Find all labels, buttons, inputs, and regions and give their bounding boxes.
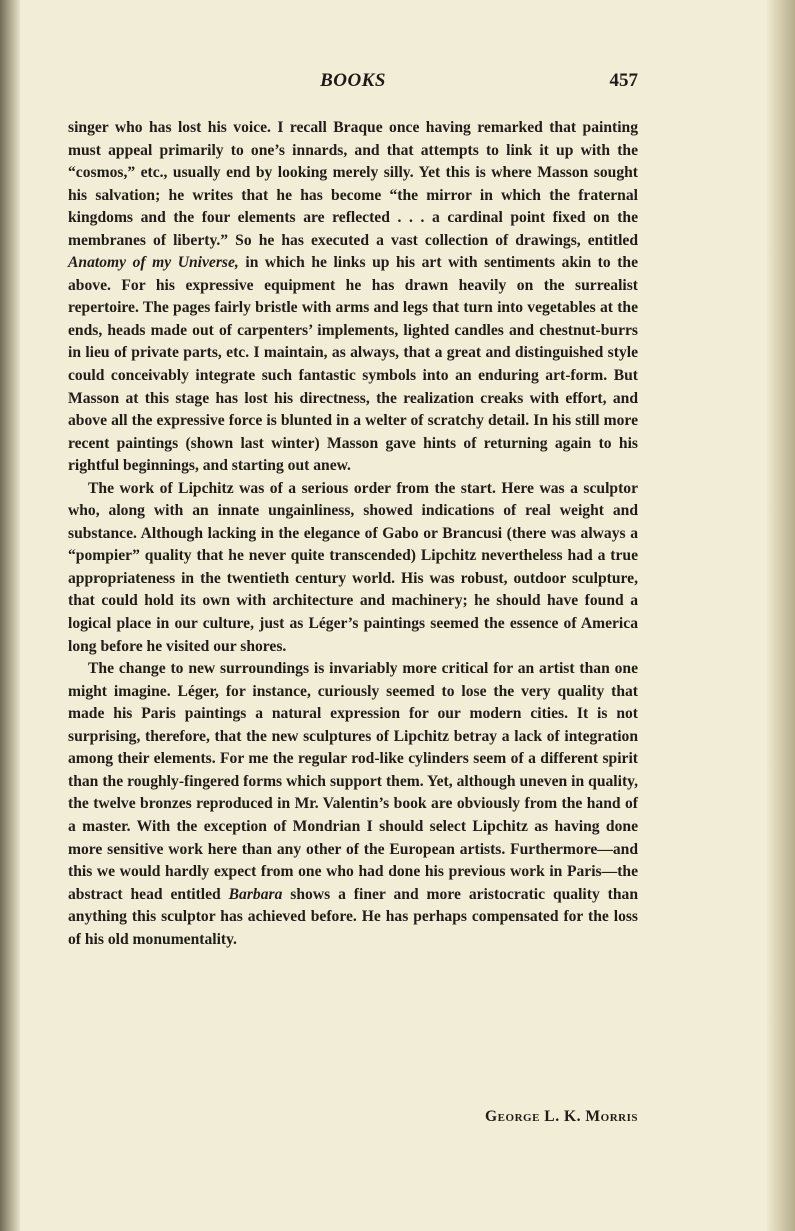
paragraph-3-text-b: shows a finer and more aristocratic quality than anything this sculptor has achieved before. He has perhaps compensated for the loss of his old monumentality. xyxy=(68,885,638,948)
paragraph-2 xyxy=(68,478,638,658)
paragraph-2-text: The work of Lipchitz was of a serious order from the start. Here was a sculptor who, along with an innate ungainliness, showed indications of real weight and substance. Although lacking in the elegance of Gabo or Brancusi (there was always a “pompier” quality that he never quite transcended) Lipchitz nevertheless had a true appropriateness in the twentieth century world. His was robust, outdoor sculpture, that could hold its own with architecture and machinery; he should have found a logical place in our culture, just as Léger’s paintings seemed the essence of America long before he visited our shores. xyxy=(68,479,638,655)
paragraph-3-text-a: The change to new surroundings is invariably more critical for an artist than one might imagine. Léger, for instance, curiously seemed to lose the very quality that made his Paris paintings a natural expression for our modern cities. It is not surprising, therefore, that the new sculptures of Lipchitz betray a lack of integration among their elements. For me the regular rod-like cylinders seem of a different spirit than the roughly-fingered forms which support them. Yet, although uneven in quality, the twelve bronzes reproduced in Mr. Valentin’s book are obviously from the hand of a master. With the exception of Mondrian I should select Lipchitz as having done more sensitive work here than any other of the European artists. Furthermore—and this we would hardly expect from one who had done his previous work in Paris—the abstract head entitled xyxy=(68,660,638,903)
page-header xyxy=(68,70,638,100)
paragraph-1 xyxy=(68,117,638,478)
work-title-barbara: Barbara xyxy=(228,885,283,903)
book-title-anatomy: Anatomy of my Universe, xyxy=(68,254,239,272)
page-number: 457 xyxy=(609,70,638,91)
paragraph-1-text-b: in which he links up his art with sentiments akin to the above. For his expressive equipment he has drawn heavily on the surrealist repertoire. The pages fairly bristle with arms and legs that turn into vegetables at the ends, heads made out of carpenters’ implements, lighted candles and chestnut-burrs in lieu of private parts, etc. I maintain, as always, that a great and distinguished style could conceivably integrate such fantastic symbols into an enduring art-form. But Masson at this stage has lost his directness, the realization creaks with effort, and above all the expressive force is blunted in a welter of scratchy detail. In his still more recent paintings (shown last winter) Masson gave hints of returning again to his rightful beginnings, and starting out anew. xyxy=(68,254,639,475)
binding-gutter xyxy=(0,0,20,1231)
running-head: BOOKS xyxy=(320,70,386,91)
article-body xyxy=(68,117,638,951)
page-edge xyxy=(767,0,795,1231)
paragraph-3 xyxy=(68,658,638,951)
paragraph-1-text-a: singer who has lost his voice. I recall Braque once having remarked that painting must appeal primarily to one’s innards, and that attempts to link it up with the “cosmos,” etc., usually end by looking merely silly. Yet this is where Masson sought his salvation; he writes that he has become “the mirror in which the fraternal kingdoms and the four elements are reflected . . . a cardinal point fixed on the membranes of liberty.” So he has executed a vast collection of drawings, entitled xyxy=(68,119,638,249)
author-signature: George L. K. Morris xyxy=(485,1108,638,1125)
